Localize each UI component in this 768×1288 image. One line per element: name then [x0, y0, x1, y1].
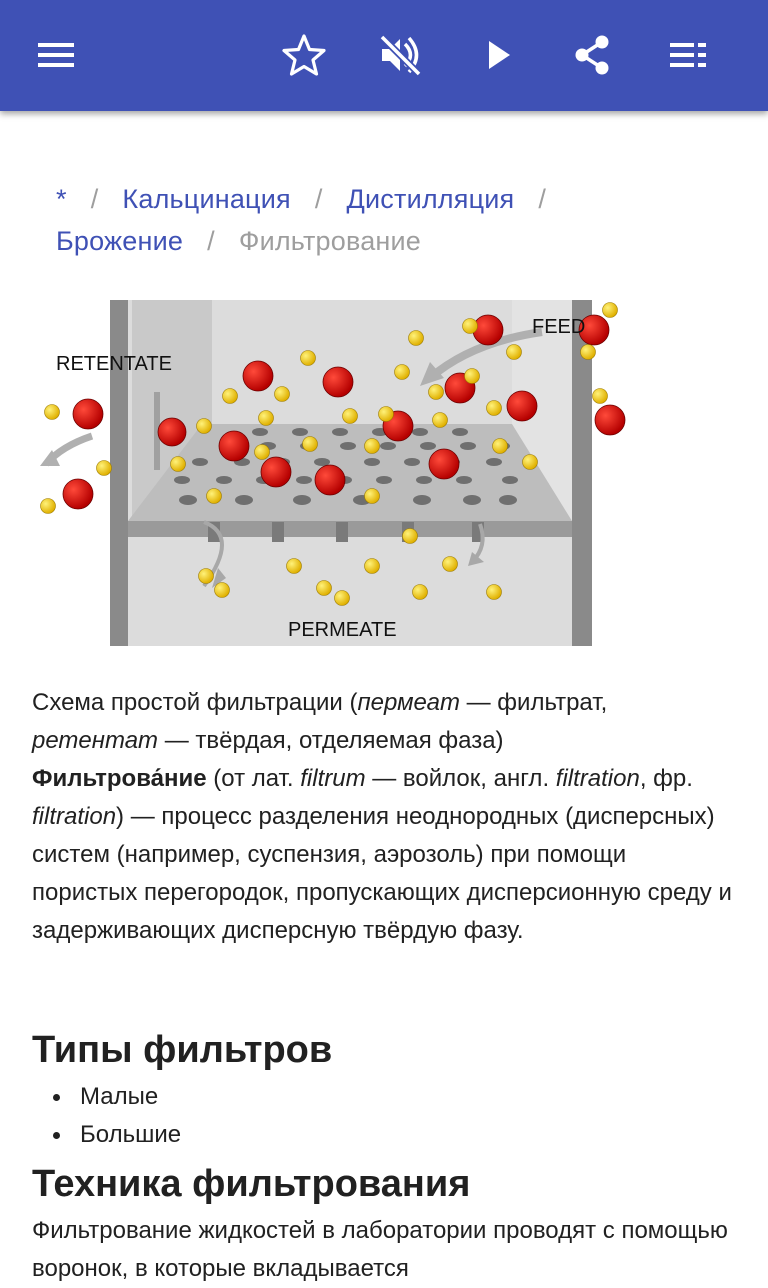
- list-icon[interactable]: [658, 25, 718, 85]
- play-icon[interactable]: [468, 25, 528, 85]
- volume-off-icon[interactable]: [370, 25, 430, 85]
- share-icon[interactable]: [562, 25, 622, 85]
- filtration-diagram[interactable]: [32, 296, 642, 650]
- list-item: Малые: [32, 1078, 732, 1116]
- breadcrumb: * / Кальцинация / Дистилляция / Брожение / Фильтрование: [56, 184, 547, 256]
- bullet: [53, 1094, 60, 1101]
- breadcrumb-link-distillation[interactable]: Дистилляция: [346, 184, 515, 214]
- permeate-label: PERMEATE: [288, 619, 397, 641]
- section-heading-filter-types: Типы фильтров: [32, 1029, 333, 1071]
- figure-caption: Схема простой фильтрации (пермеат — фильтрат, ретентат — твёрдая, отделяемая фаза): [32, 689, 608, 754]
- retentate-label: RETENTATE: [56, 353, 172, 375]
- article-term: Фильтрова́ние: [32, 765, 207, 792]
- technique-paragraph: Фильтрование жидкостей в лаборатории проводят с помощью воронок, в которые вкладывается: [32, 1217, 728, 1282]
- breadcrumb-link-calcination[interactable]: Кальцинация: [122, 184, 291, 214]
- feed-label: FEED: [532, 316, 586, 338]
- list-item: Большие: [32, 1116, 732, 1154]
- breadcrumb-link-home[interactable]: *: [56, 184, 67, 214]
- breadcrumb-link-fermentation[interactable]: Брожение: [56, 226, 184, 256]
- intro-paragraph: Фильтрова́ние (от лат. filtrum — войлок, англ. filtration, фр. filtration) — процесс разделения неоднородных (дисперсных) систем (например, суспензия, аэрозоль) при помощи пористых перегородок, пропускающих дисперсионную среду и задерживающих дисперсную твёрдую фазу.: [32, 765, 732, 944]
- hamburger-menu-icon[interactable]: [26, 25, 86, 85]
- app-toolbar: [0, 0, 768, 111]
- star-outline-icon[interactable]: [274, 25, 334, 85]
- section-heading-filtration-technique: Техника фильтрования: [32, 1163, 471, 1205]
- filter-types-list: [32, 1078, 732, 1154]
- bullet: [53, 1132, 60, 1139]
- breadcrumb-current: Фильтрование: [238, 226, 422, 256]
